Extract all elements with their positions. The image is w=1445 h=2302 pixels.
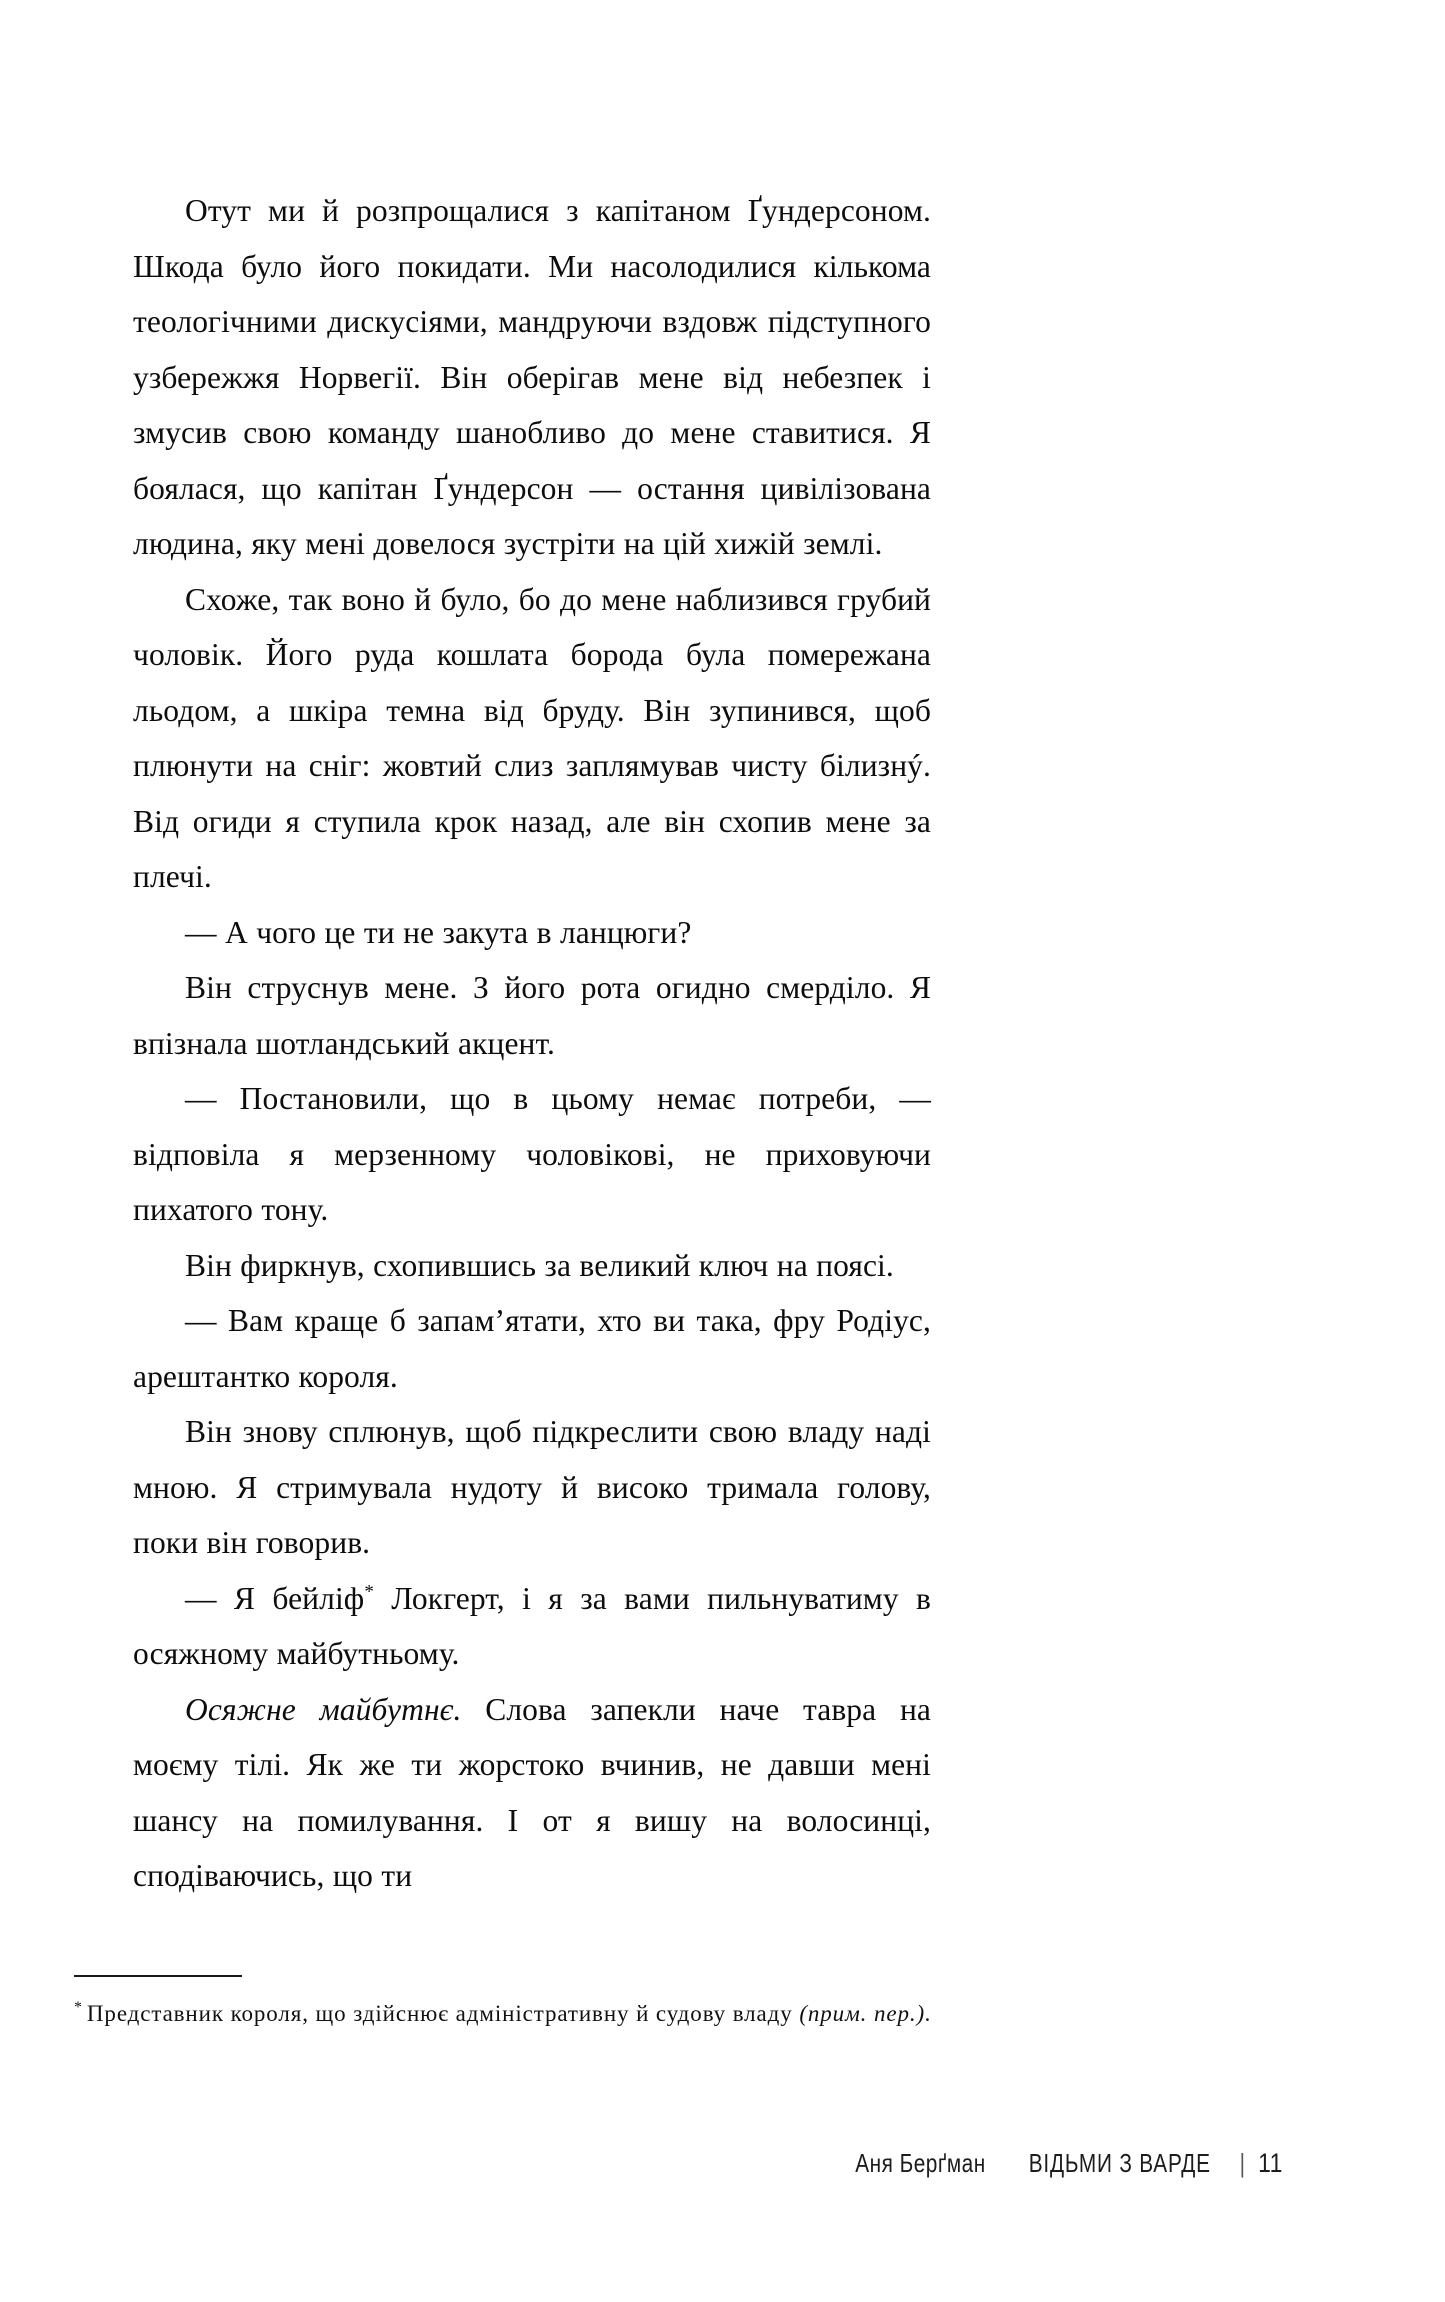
footnote-marker-asterisk: * <box>74 1999 83 2017</box>
footnote-attribution: (прим. пер.). <box>799 2001 932 2026</box>
footnote-reference-marker[interactable]: * <box>364 1581 374 1602</box>
footnote-body-text: Представник короля, що здійснює адміністративну й судову владу <box>86 2001 800 2026</box>
body-text-column <box>133 183 931 1904</box>
footer-author-name: Аня Берґман <box>854 2148 986 2178</box>
running-footer <box>0 2148 1445 2179</box>
paragraph-5: Він знову сплюнув, щоб підкреслити свою владу наді мною. Я стримувала нудоту й високо тримала голову, поки він говорив. <box>133 1414 931 1560</box>
paragraph-2: Схоже, так воно й було, бо до мене наблизився грубий чоловік. Його руда кошлата борода була помережана льодом, а шкіра темна від бруду. Він зупинився, щоб плюнути на сніг: жовтий слиз заплямував чисту білизнý. Від огиди я ступила крок назад, але він схопив мене за плечі. <box>133 581 931 894</box>
dialogue-text-before-footnote: — Я бейліф <box>185 1580 365 1616</box>
emphasized-phrase: Осяжне майбутнє. <box>185 1691 462 1727</box>
footer-separator: | <box>1239 2148 1246 2178</box>
footnote-separator-rule <box>74 1975 242 1977</box>
footnote-block <box>74 1975 934 2033</box>
paragraph-4: Він фиркнув, схопившись за великий ключ на поясі. <box>185 1247 894 1283</box>
paragraph-3: Він струснув мене. З його рота огидно смерділо. Я впізнала шотландський акцент. <box>133 970 931 1061</box>
dialogue-line-4-with-footnote <box>133 1571 931 1682</box>
page-number: 11 <box>1258 2148 1283 2178</box>
dialogue-line-1: — А чого це ти не закута в ланцюги? <box>185 914 692 950</box>
dialogue-text-after-footnote: Локгерт, і я за вами пильнуватиму в осяжному майбутньому. <box>133 1580 931 1671</box>
dialogue-line-2: — Постановили, що в цьому немає потреби, — відповіла я мерзенному чоловікові, не приховуючи пихатого тону. <box>133 1081 931 1227</box>
footnote-entry <box>74 1995 934 2033</box>
paragraph-6-italic-lead <box>133 1682 931 1904</box>
paragraph-1: Отут ми й розпрощалися з капітаном Ґундерсоном. Шкода було його покидати. Ми насолодилися кількома теологічними дискусіями, мандруючи вздовж підступного узбережжя Норвегії. Він оберігав мене від небезпек і змусив свою команду шанобливо до мене ставитися. Я боялася, що капітан Ґундерсон — остання цивілізована людина, яку мені довелося зустріти на цій хижій землі. <box>133 193 931 561</box>
footer-book-title: ВІДЬМИ З ВАРДЕ <box>1028 2148 1211 2178</box>
dialogue-line-3: — Вам краще б запам’ятати, хто ви така, фру Родіус, арештантко короля. <box>133 1303 931 1394</box>
paragraph-6-rest: Слова запекли наче тавра на моєму тілі. Як же ти жорстоко вчинив, не давши мені шансу на помилування. І от я вишу на волосинці, сподіваючись, що ти <box>133 1691 931 1893</box>
